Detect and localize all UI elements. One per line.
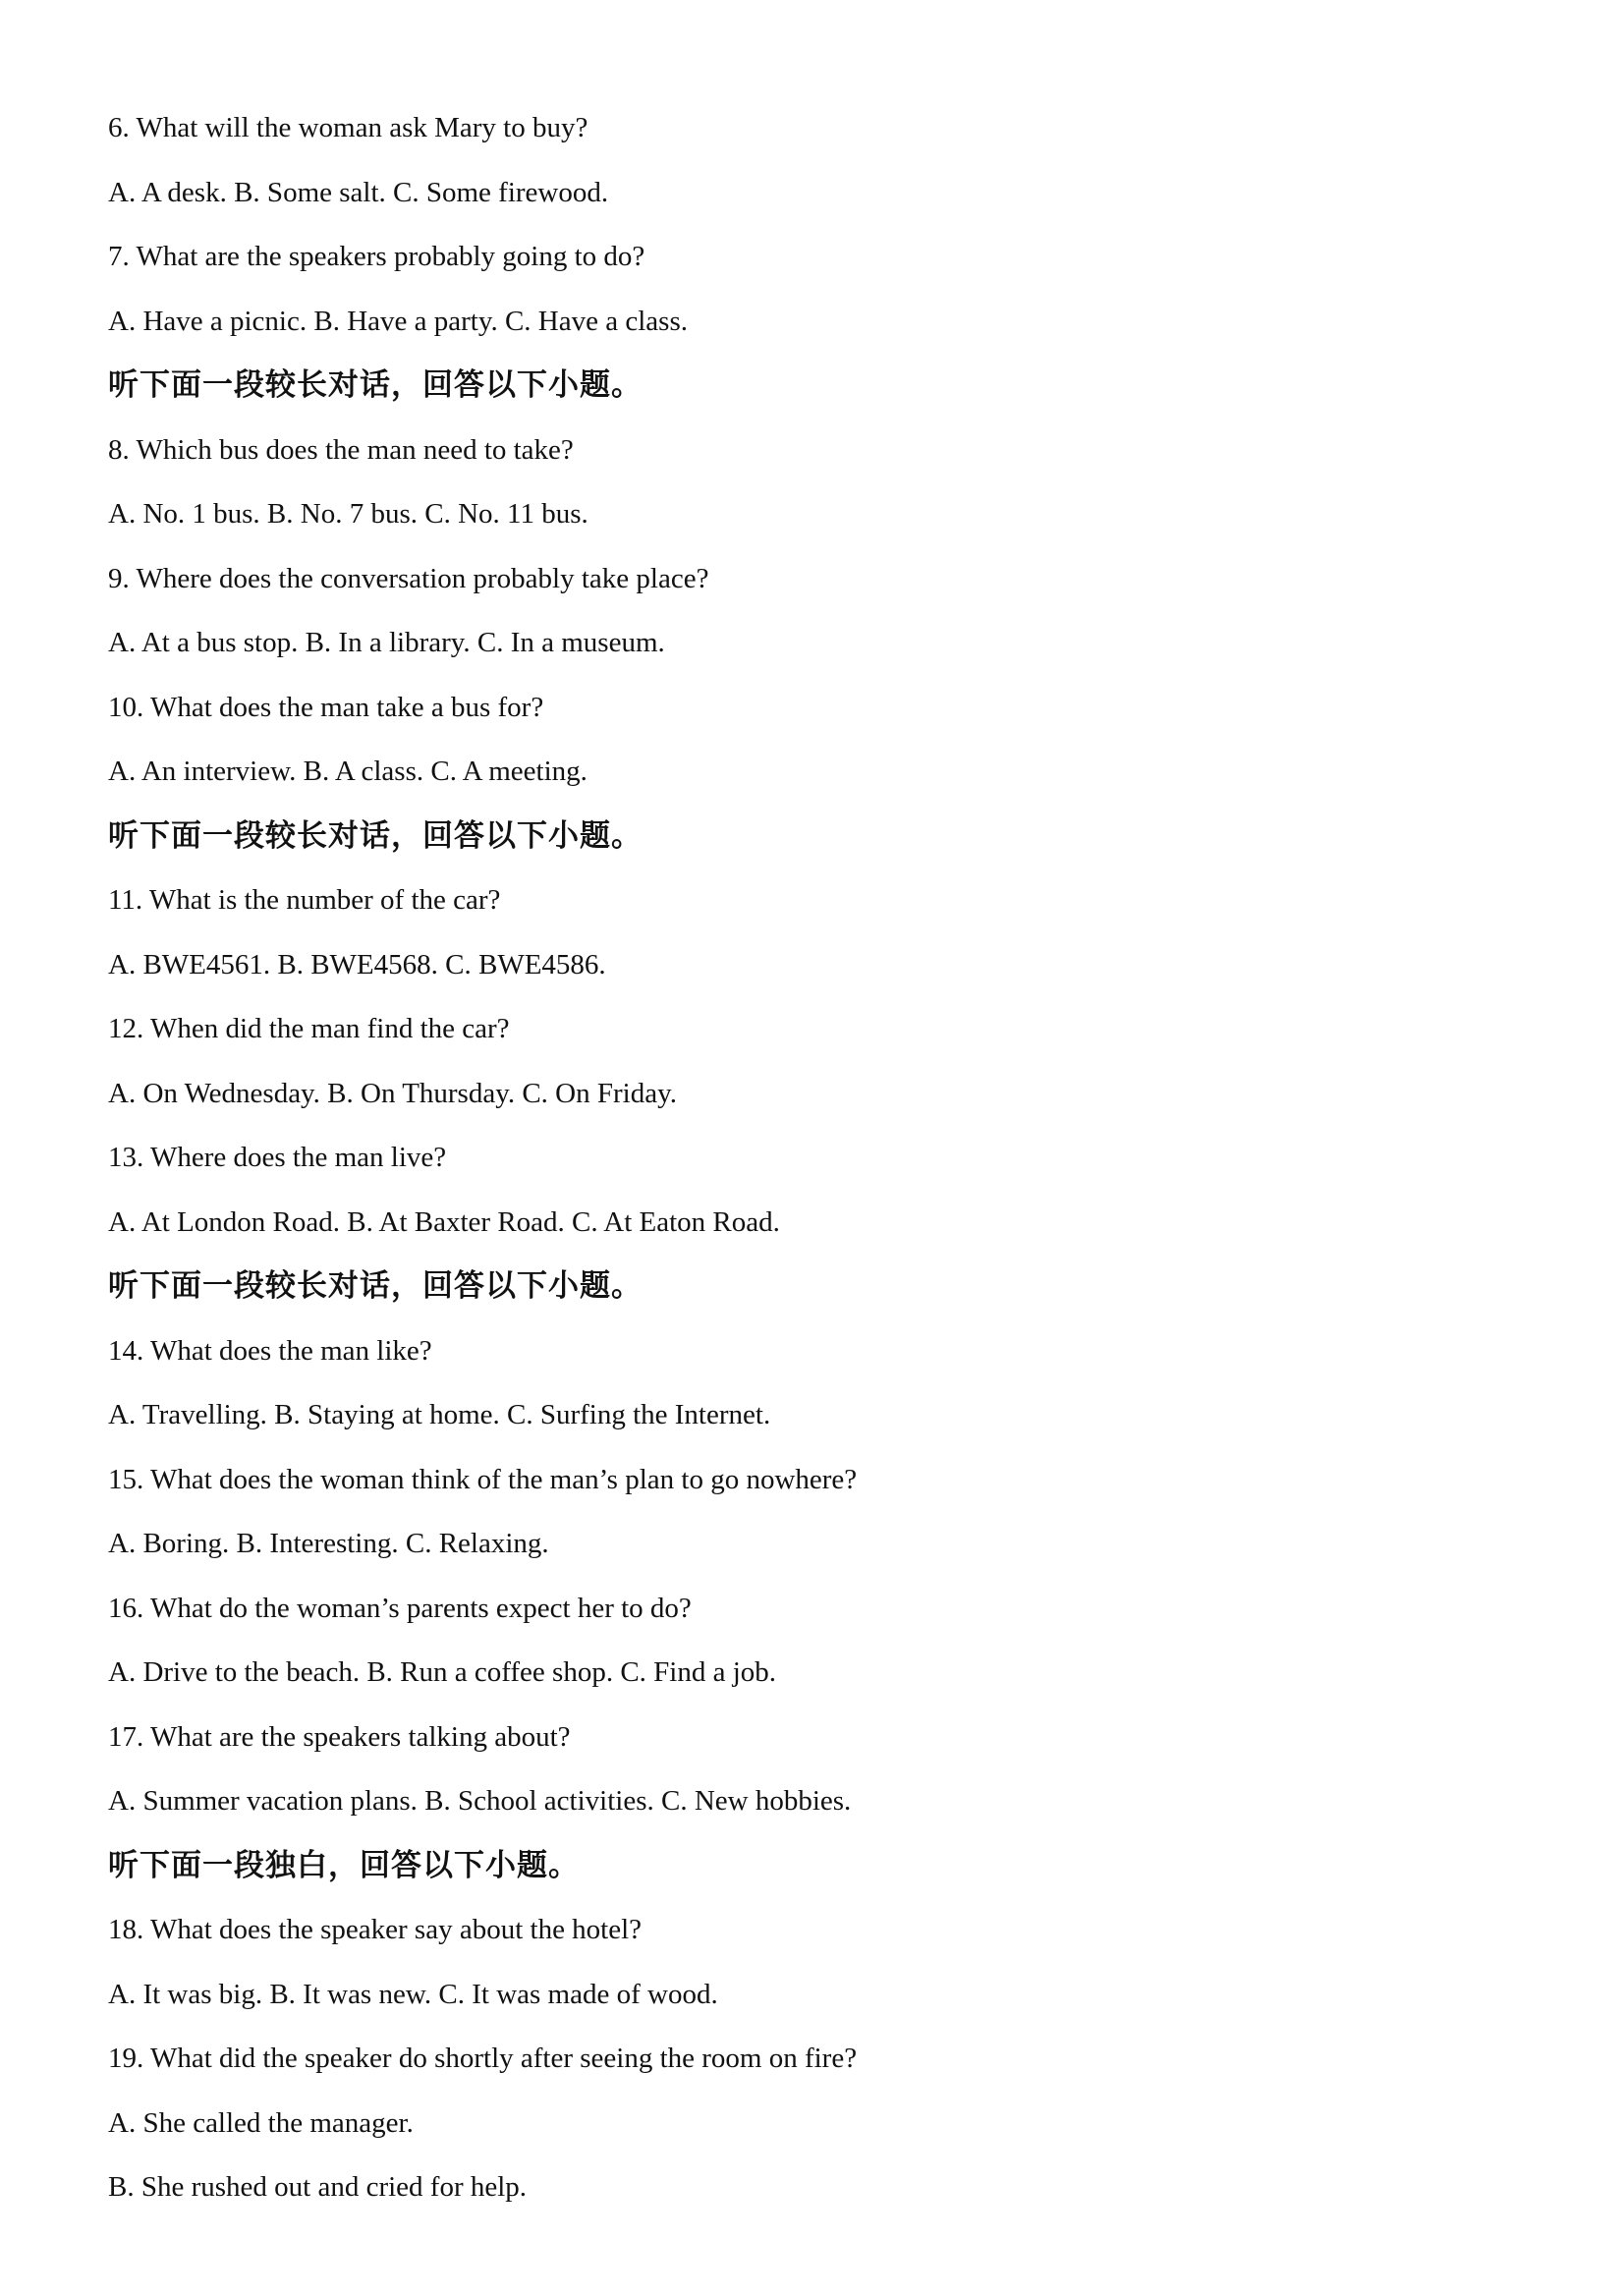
options-7: A. Have a picnic. B. Have a party. C. Have a class. (108, 305, 688, 337)
section-heading-2: 听下面一段较长对话，回答以下小题。 (108, 817, 643, 854)
question-11: 11. What is the number of the car? (108, 884, 501, 916)
question-12: 12. When did the man find the car? (108, 1013, 510, 1044)
question-16: 16. What do the woman’s parents expect her to do? (108, 1592, 692, 1624)
question-6: 6. What will the woman ask Mary to buy? (108, 112, 588, 143)
section-heading-3: 听下面一段较长对话，回答以下小题。 (108, 1268, 643, 1304)
question-19: 19. What did the speaker do shortly after seeing the room on fire? (108, 2043, 858, 2074)
question-10: 10. What does the man take a bus for? (108, 691, 544, 723)
question-13: 13. Where does the man live? (108, 1142, 447, 1173)
question-18: 18. What does the speaker say about the hotel? (108, 1914, 643, 1945)
question-15: 15. What does the woman think of the man’s plan to go nowhere? (108, 1463, 858, 1495)
options-10: A. An interview. B. A class. C. A meeting. (108, 756, 588, 787)
options-6: A. A desk. B. Some salt. C. Some firewood. (108, 176, 609, 208)
options-15: A. Boring. B. Interesting. C. Relaxing. (108, 1528, 549, 1559)
question-17: 17. What are the speakers talking about? (108, 1720, 571, 1753)
option-19-a: A. She called the manager. (108, 2106, 414, 2139)
question-14: 14. What does the man like? (108, 1334, 432, 1367)
options-17: A. Summer vacation plans. B. School activities. C. New hobbies. (108, 1785, 852, 1817)
section-heading-4: 听下面一段独白，回答以下小题。 (108, 1847, 580, 1883)
options-16: A. Drive to the beach. B. Run a coffee shop. C. Find a job. (108, 1656, 777, 1688)
options-12: A. On Wednesday. B. On Thursday. C. On Friday. (108, 1077, 677, 1109)
section-heading-1: 听下面一段较长对话，回答以下小题。 (108, 367, 643, 403)
document-page (108, 103, 1523, 2227)
question-8: 8. Which bus does the man need to take? (108, 433, 574, 466)
question-9: 9. Where does the conversation probably take place? (108, 562, 709, 594)
options-11: A. BWE4561. B. BWE4568. C. BWE4586. (108, 948, 606, 980)
options-13: A. At London Road. B. At Baxter Road. C. At Eaton Road. (108, 1205, 780, 1238)
option-19-b: B. She rushed out and cried for help. (108, 2171, 528, 2203)
options-9: A. At a bus stop. B. In a library. C. In a museum. (108, 627, 665, 658)
options-14: A. Travelling. B. Staying at home. C. Surfing the Internet. (108, 1399, 771, 1430)
options-18: A. It was big. B. It was new. C. It was made of wood. (108, 1978, 718, 2010)
options-8: A. No. 1 bus. B. No. 7 bus. C. No. 11 bus. (108, 498, 588, 530)
question-7: 7. What are the speakers probably going to do? (108, 241, 645, 272)
